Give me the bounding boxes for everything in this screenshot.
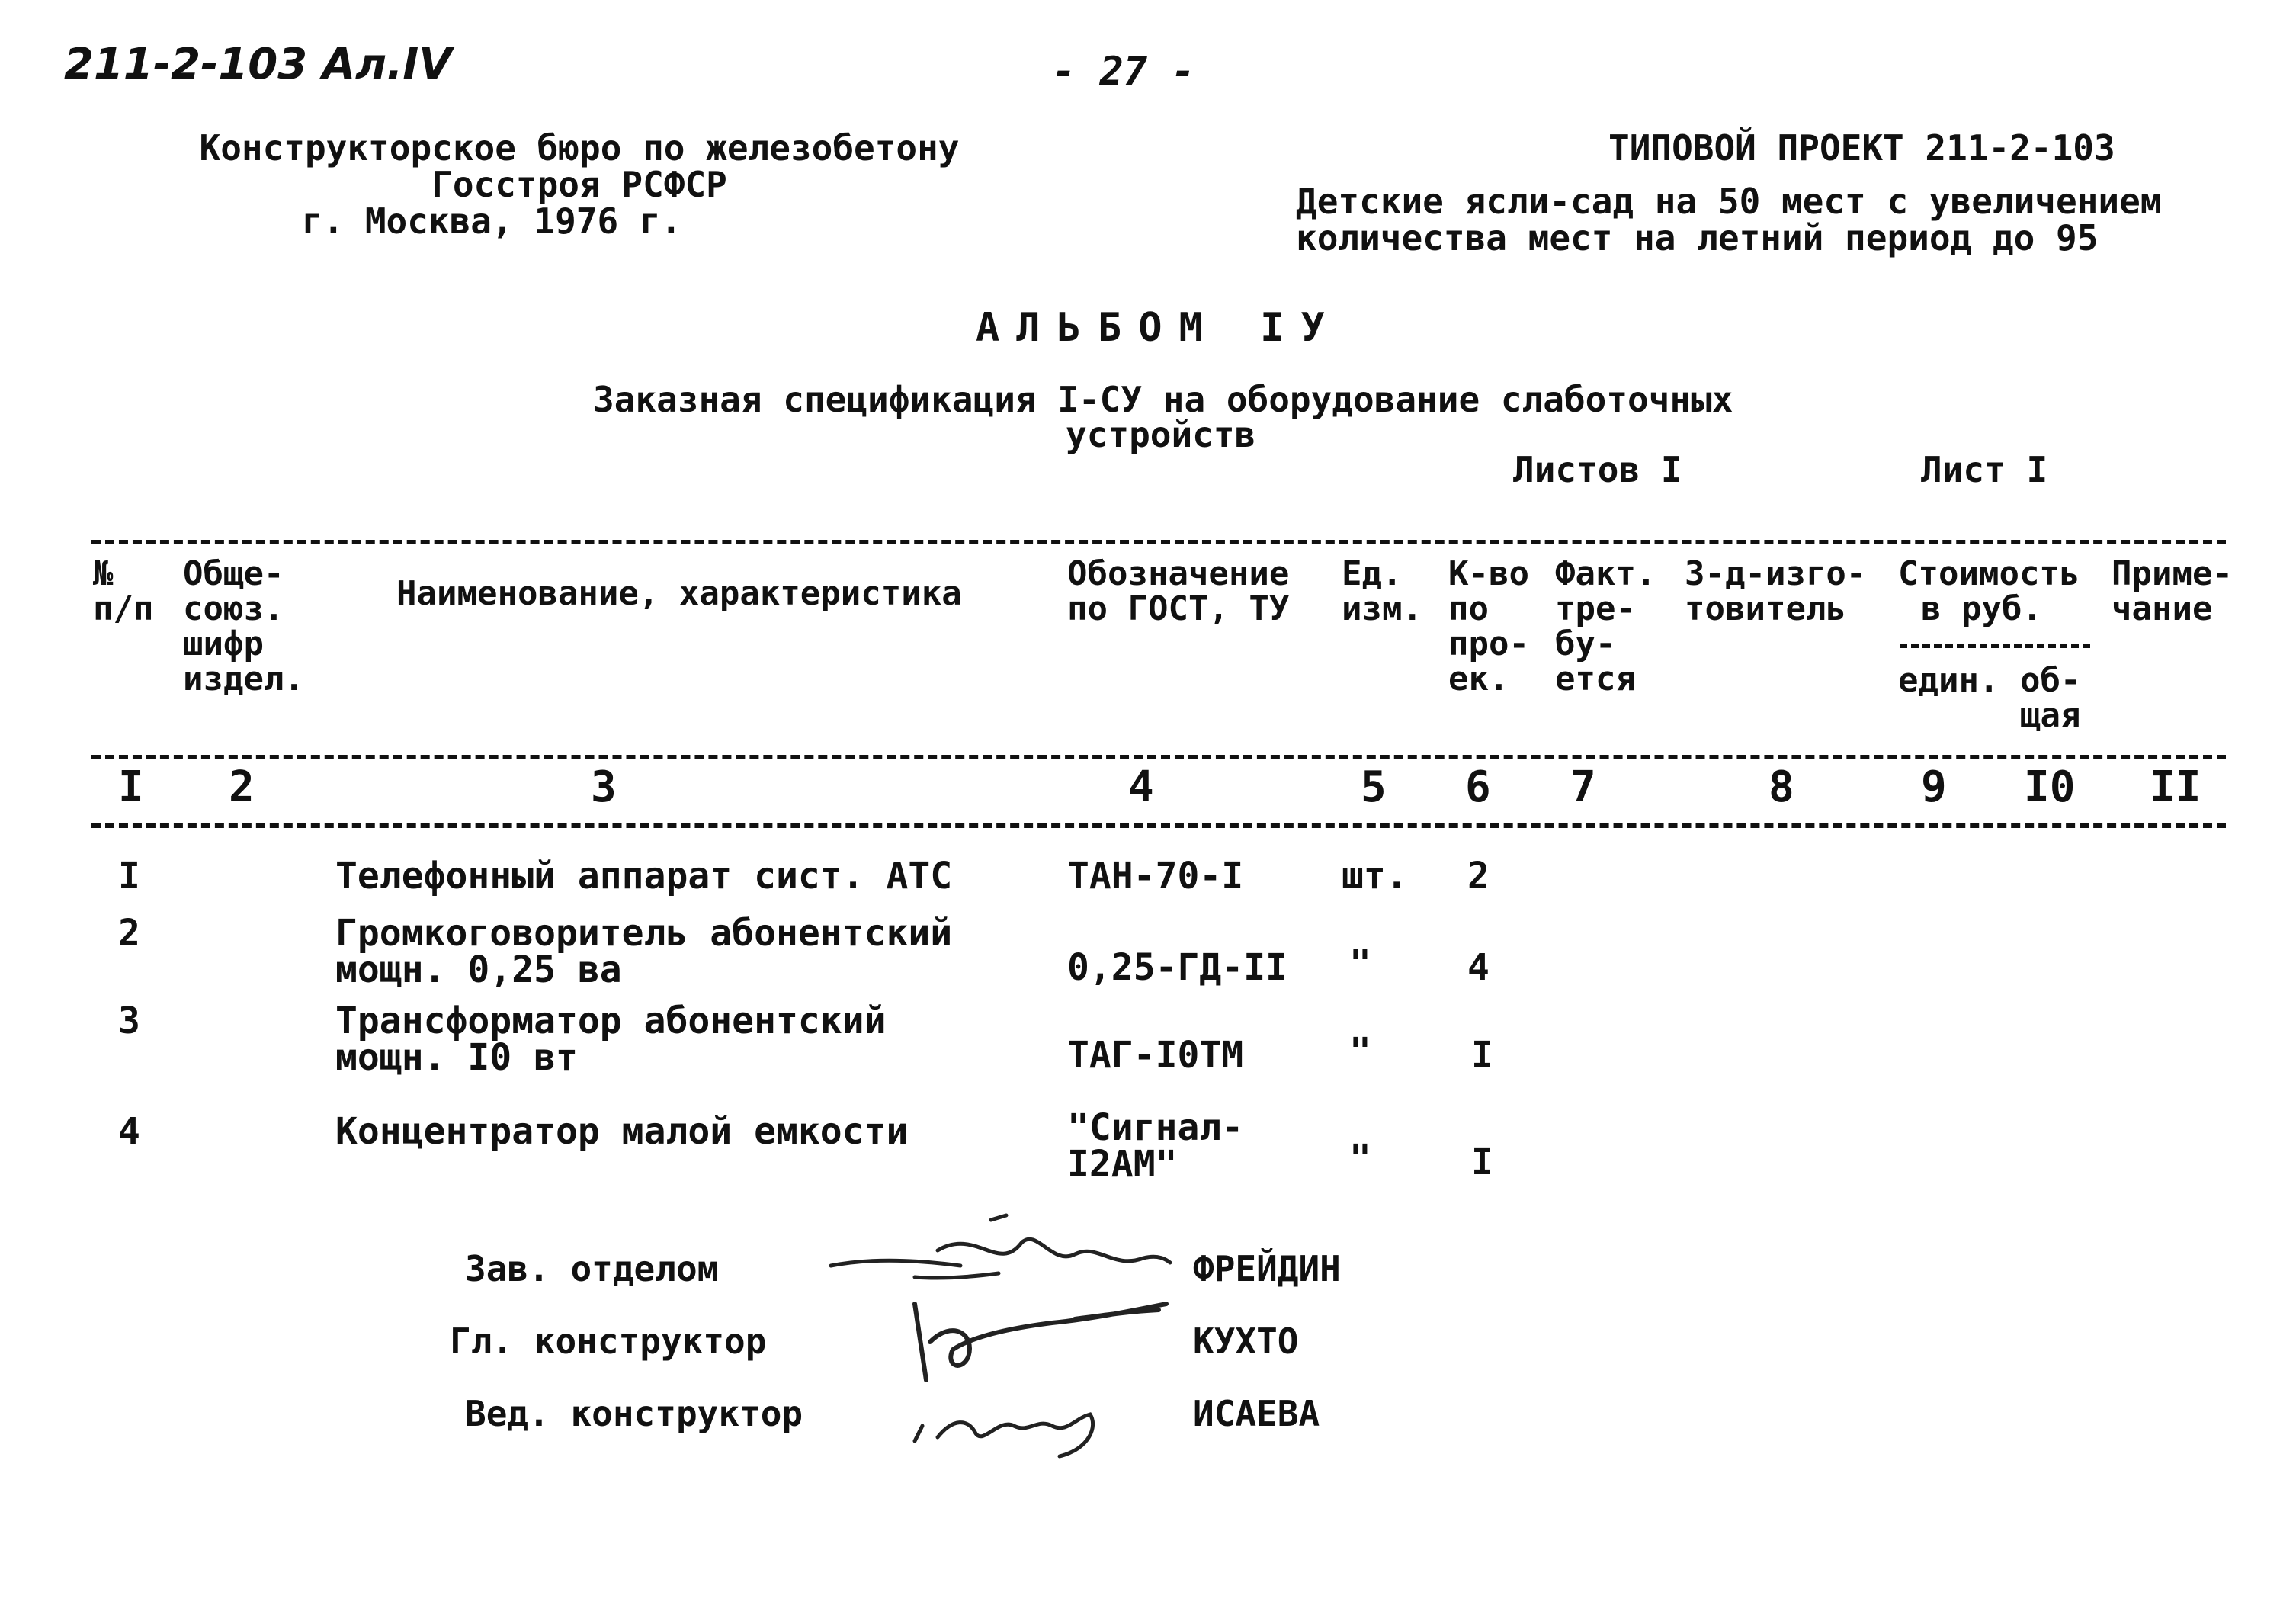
row-qty: I: [1471, 1141, 1493, 1183]
header-unit: Ед. изм.: [1342, 554, 1422, 628]
col-number: 7: [1570, 762, 1596, 812]
col-number: 5: [1361, 762, 1387, 812]
row-number: I: [118, 855, 140, 897]
signature-role: Зав. отделом: [465, 1248, 719, 1289]
table-header-rule: [91, 755, 2226, 759]
album-title: АЛЬБОМ IУ: [976, 305, 1342, 351]
row-designation: "Сигнал- I2АМ": [1067, 1106, 1244, 1186]
col-number: 9: [1921, 762, 1947, 812]
signature-role: Гл. конструктор: [450, 1321, 767, 1362]
signature-name: ФРЕЙДИН: [1193, 1248, 1341, 1289]
signature-scribble: [823, 1212, 1174, 1296]
col-number: II: [2150, 762, 2201, 812]
signature-name: КУХТО: [1193, 1321, 1299, 1362]
org-line: Конструкторское бюро по железобетону: [199, 127, 960, 169]
row-unit: ": [1349, 1137, 1371, 1180]
project-description: [1296, 183, 2161, 256]
row-number: 4: [118, 1110, 140, 1153]
row-number: 3: [118, 1000, 140, 1042]
project-desc-line: Детские ясли-сад на 50 мест с увеличением: [1296, 181, 2162, 222]
table-numbers-rule: [91, 823, 2226, 828]
header-note: Приме- чание: [2112, 554, 2233, 628]
row-designation: ТАГ-I0ТМ: [1067, 1034, 1244, 1077]
col-number: 4: [1128, 762, 1154, 812]
row-qty: 2: [1467, 855, 1490, 897]
document-code: 211-2-103 Ал.IV: [64, 40, 452, 89]
col-number: I0: [2024, 762, 2076, 812]
header-designation: Обозначение по ГОСТ, ТУ: [1067, 554, 1290, 628]
cost-divider: [1900, 644, 2090, 648]
org-line: г. Москва, 1976 г.: [301, 201, 682, 242]
org-line: Госстроя РСФСР: [431, 164, 727, 205]
row-designation: 0,25-ГД-II: [1067, 946, 1287, 989]
header-cost-unit: един.: [1898, 661, 1999, 700]
row-name: Громкоговоритель абонентский мощн. 0,25 ва: [335, 912, 953, 991]
row-designation: ТАН-70-I: [1067, 855, 1244, 897]
row-unit: ": [1349, 942, 1371, 985]
row-name: Концентратор малой емкости: [335, 1110, 909, 1153]
col-number: 3: [591, 762, 617, 812]
signature-name: ИСАЕВА: [1193, 1393, 1320, 1434]
col-number: I: [118, 762, 144, 812]
row-number: 2: [118, 912, 140, 955]
col-number: 8: [1768, 762, 1794, 812]
row-name: Трансформатор абонентский мощн. I0 вт: [335, 1000, 887, 1079]
header-actual: Факт. тре- бу- ется: [1555, 554, 1656, 698]
header-cost: Стоимость в руб.: [1898, 554, 2080, 628]
table-top-rule: [91, 540, 2226, 544]
project-desc-line: количества мест на летний период до 95: [1296, 217, 2099, 258]
header-code: Обще- союз. шифр издел.: [183, 554, 304, 698]
row-qty: I: [1471, 1034, 1493, 1077]
page-number: - 27 -: [1052, 49, 1195, 95]
header-cost-total: об- щая: [2020, 661, 2081, 735]
header-number: № п/п: [93, 554, 154, 628]
header-qty: К-во по про- ек.: [1448, 554, 1529, 698]
col-number: 2: [229, 762, 255, 812]
row-unit: шт.: [1342, 855, 1408, 897]
header-manufacturer: З-д-изго- товитель: [1685, 554, 1867, 628]
header-name: Наименование, характеристика: [396, 574, 962, 613]
signature-role: Вед. конструктор: [465, 1393, 803, 1434]
sheets-count: Листов I: [1513, 449, 1682, 490]
org-block: [183, 127, 976, 242]
row-unit: ": [1349, 1030, 1371, 1073]
sheet-number: Лист I: [1921, 449, 2048, 490]
col-number: 6: [1465, 762, 1491, 812]
signature-scribble: [907, 1372, 1136, 1464]
project-title: ТИПОВОЙ ПРОЕКТ 211-2-103: [1608, 127, 2115, 169]
row-qty: 4: [1467, 946, 1490, 989]
row-name: Телефонный аппарат сист. АТС: [335, 855, 953, 897]
spec-title-cont: устройств: [1066, 414, 1256, 455]
spec-title: Заказная спецификация I-СУ на оборудование слаботочных: [593, 379, 1733, 420]
